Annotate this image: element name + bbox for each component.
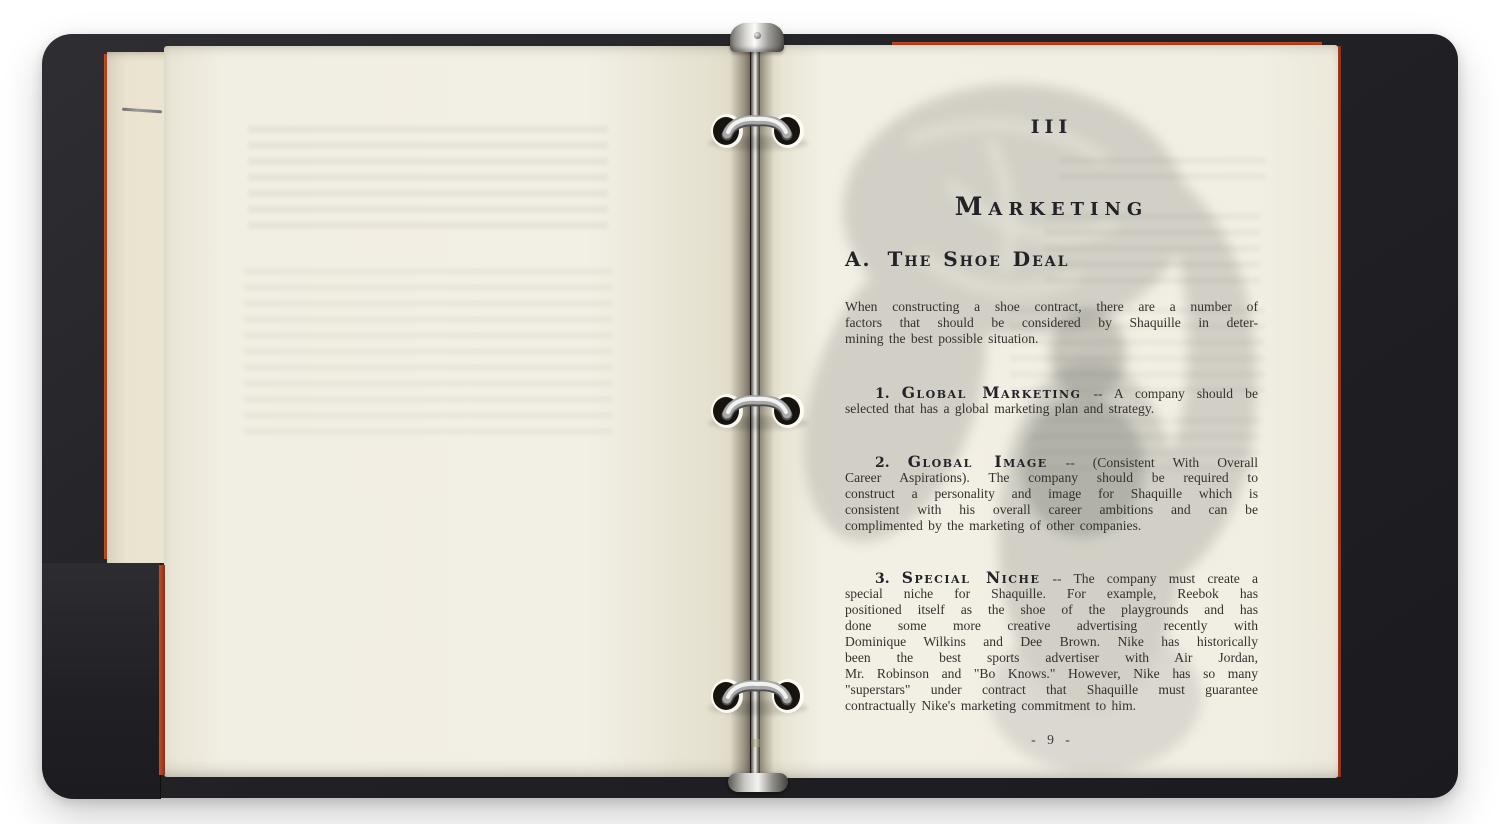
chapter-number: III (1030, 116, 1073, 138)
ghost-text-block (248, 126, 608, 238)
page-content (845, 45, 1258, 748)
item-title: Special Niche (901, 568, 1041, 587)
ring-binder-cover (42, 34, 1458, 798)
item-heading-text: -- A company should be (1093, 386, 1258, 401)
item-heading-line (845, 454, 1258, 470)
binder-ring (708, 394, 808, 430)
section-heading (845, 247, 1258, 271)
staple (122, 108, 162, 114)
binder-ring (708, 679, 808, 715)
list-item-special-niche (845, 570, 1258, 714)
left-page (164, 46, 750, 777)
binder-inner-flap (42, 563, 161, 799)
text-line: complimented by the marketing of other companies. (845, 518, 1142, 533)
page-number: - 9 - (1031, 732, 1072, 747)
item-body (845, 586, 1258, 714)
text-line: selected that has a global marketing plan and strategy. (845, 401, 1155, 416)
item-heading-line (845, 570, 1258, 586)
text-line: "superstars" under contract that Shaquille must guarantee (845, 682, 1258, 697)
red-underlay-edge (159, 565, 165, 775)
ghost-text-block (244, 268, 612, 444)
item-title: Global Image (907, 452, 1048, 471)
item-heading-text: -- (Consistent With Overall (1065, 455, 1258, 470)
text-line: done some more creative advertising recently with (845, 618, 1258, 633)
text-line: mining the best possible situation. (845, 331, 1039, 346)
section-letter: A. (845, 247, 872, 271)
text-line: contractually Nike's marketing commitment to him. (845, 698, 1137, 713)
list-item-global-image (845, 454, 1258, 534)
text-line: factors that should be considered by Shaquille in deter- (845, 315, 1258, 330)
item-number: 1. (875, 386, 890, 402)
chapter-title: Marketing (954, 192, 1149, 221)
text-line: construct a personality and image for Shaquille which is (845, 486, 1258, 501)
text-line: positioned itself as the shoe of the playgrounds and has (845, 602, 1258, 617)
binder-rings (690, 34, 830, 798)
item-body (845, 401, 1258, 417)
right-page (760, 45, 1338, 778)
item-number: 2. (875, 455, 890, 471)
item-number: 3. (875, 571, 890, 587)
item-heading-text: -- The company must create a (1052, 571, 1258, 586)
item-heading-line (845, 385, 1258, 401)
binder-ring (708, 114, 808, 150)
text-line: consistent with his overall career ambitions and can be (845, 502, 1258, 517)
text-line: been the best sports advertiser with Air Jordan, (845, 650, 1258, 665)
list-item-global-marketing (845, 385, 1258, 417)
text-line: special niche for Shaquille. For example, Reebok has (845, 586, 1258, 601)
text-line: Dominique Wilkins and Dee Brown. Nike has historically (845, 634, 1258, 649)
text-line: Mr. Robinson and "Bo Knows." However, Nike has so many (845, 666, 1258, 681)
intro-paragraph (845, 299, 1258, 347)
text-line: When constructing a shoe contract, there are a number of (845, 299, 1258, 314)
item-title: Global Marketing (901, 383, 1082, 402)
section-title: The Shoe Deal (887, 247, 1070, 271)
text-line: Career Aspirations). The company should be required to (845, 470, 1258, 485)
item-body (845, 470, 1258, 534)
